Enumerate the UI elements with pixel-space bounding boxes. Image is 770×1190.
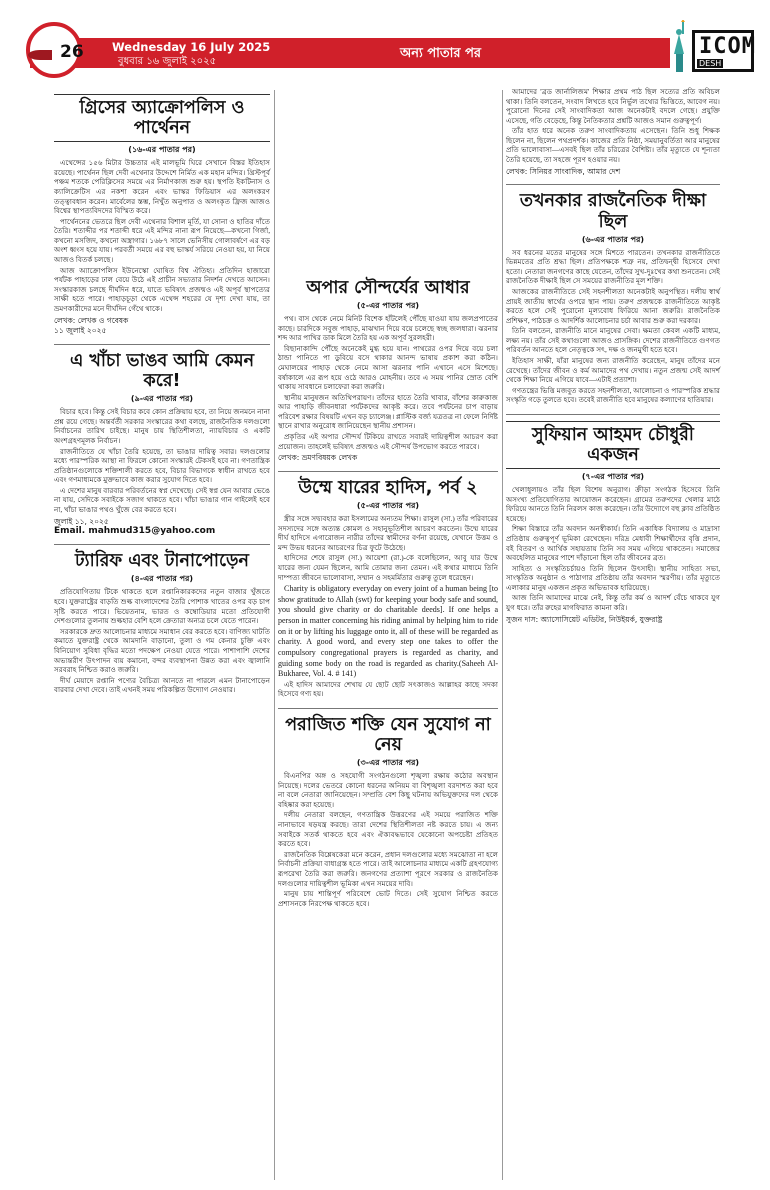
continuation-note: (৯-এর পাতার পর)	[130, 394, 194, 404]
article-title: সুফিয়ান আহমদ চৌধুরী একজন	[506, 421, 720, 469]
paragraph: মানুষ চায় শান্তিপূর্ণ পরিবেশে ভোট দিতে। সেই সুযোগ নিশ্চিত করতে প্রশাসনকে নিরপেক্ষ থাকতে হবে।	[278, 890, 498, 908]
paragraph: গণতন্ত্রের ভিত্তি মজবুত করতে সহনশীলতা, আলোচনা ও পারস্পরিক শ্রদ্ধার সংস্কৃতি গড়ে তুলতে হবে। তবেই রাজনীতি হবে মানুষের কল্যাণের হাতিয়ার।	[506, 386, 720, 405]
column-3	[506, 88, 720, 632]
page-number: 26	[60, 42, 84, 62]
continuation-note: (৬-এর পাতার পর)	[581, 234, 645, 244]
article-divider	[506, 414, 720, 415]
paragraph: সরকারকে দ্রুত আলোচনার মাধ্যমে সমাধান বের করতে হবে। বাণিজ্য ঘাটতি কমাতে যুক্তরাষ্ট্র থেকে আমদানি বাড়ানো, তুলা ও গম কেনার চুক্তি এবং বিনিয়োগ সুবিধা বৃদ্ধির মতো পদক্ষেপ নেওয়া যেতে পারে। পাশাপাশি দেশের অভ্যন্তরীণ উৎপাদন ব্যয় কমানো, বন্দর ব্যবস্থাপনা উন্নত করা এবং জ্বালানি সরবরাহ নিশ্চিত করাও জরুরি।	[54, 627, 270, 675]
article-body	[278, 315, 498, 452]
paragraph: রাজনৈতিক বিশ্লেষকেরা মনে করেন, প্রধান দলগুলোর মধ্যে সমঝোতা না হলে নির্বাচনী প্রক্রিয়া বাধাগ্রস্ত হতে পারে। তাই আলোচনার মাধ্যমে একটি গ্রহণযোগ্য রূপরেখা তৈরি করা জরুরি। জনগণের প্রত্যাশা পূরণে সরকার ও রাজনৈতিক দলগুলোর দায়িত্বশীল ভূমিকা এখন সময়ের দাবি।	[278, 850, 498, 888]
author-line: লেখক: লেখক ও গবেষক	[54, 315, 129, 325]
author-email: Email. mahmud315@yahoo.com	[54, 526, 216, 537]
paragraph: সব ধরনের মতের মানুষের সঙ্গে মিশতে পারতেন। তখনকার রাজনীতিতে ভিন্নমতের প্রতি শ্রদ্ধা ছিল। প্রতিপক্ষকে শত্রু নয়, প্রতিদ্বন্দ্বী হিসেবে দেখা হতো। নেতারা জনগণের কাছে যেতেন, তাঁদের সুখ-দুঃখের কথা শুনতেন। সেই রাজনৈতিক দীক্ষাই ছিল সে সময়ের রাজনীতির মূল শক্তি।	[506, 248, 720, 286]
paragraph: আমাদের 'ব্রড জার্নালিজম' শিক্ষার প্রথম পাঠ ছিল সত্যের প্রতি অবিচল থাকা। তিনি বলতেন, সংবাদ লিখতে হবে নির্ভুল তথ্যের ভিত্তিতে, আবেগ নয়। পুরোনো দিনের সেই সাংবাদিকতা আজ অনেকটাই বদলে গেছে। প্রযুক্তি এসেছে, গতি বেড়েছে, কিন্তু নৈতিকতার প্রশ্নটি আজও সমান গুরুত্বপূর্ণ।	[506, 88, 720, 125]
paragraph: প্রকৃতির এই অপার সৌন্দর্য টিকিয়ে রাখতে সবারই দায়িত্বশীল আচরণ করা প্রয়োজন। তাহলেই ভবিষ্যৎ প্রজন্মও এই সৌন্দর্য উপভোগ করতে পারবে।	[278, 433, 498, 451]
article	[54, 94, 270, 336]
article	[278, 715, 498, 909]
author-line: সুজন দাস: অ্যাসোসিয়েট এডিটর, নিউইয়র্ক, যুক্তরাষ্ট্র	[506, 614, 663, 624]
statue-of-liberty-icon	[668, 20, 690, 72]
paragraph: তিনি বলতেন, রাজনীতি মানে মানুষের সেবা। ক্ষমতা কেবল একটি মাধ্যম, লক্ষ্য নয়। তাঁর সেই কথাগুলো আজও প্রাসঙ্গিক। দেশের রাজনীতিতে গুণগত পরিবর্তন আনতে হলে নেতৃত্বকে সৎ, দক্ষ ও জনমুখী হতে হবে।	[506, 327, 720, 355]
article-title: ট্যারিফ এবং টানাপোড়েন	[75, 551, 249, 572]
continuation-note: (৪-এর পাতার পর)	[130, 574, 194, 584]
article-title: অপার সৌন্দর্যের আধার	[306, 278, 470, 298]
article-body	[54, 588, 270, 695]
paragraph: বিএনপির অঙ্গ ও সহযোগী সংগঠনগুলো শৃঙ্খলা রক্ষায় কঠোর অবস্থান নিয়েছে। দলের ভেতরে কোনো ধরনের অনিয়ম বা বিশৃঙ্খলা বরদাশত করা হবে না বলে নেতারা জানিয়েছেন। সম্প্রতি বেশ কিছু ঘটনায় অভিযুক্তদের দল থেকে বহিষ্কার করা হয়েছে।	[278, 772, 498, 809]
article-title: তখনকার রাজনৈতিক দীক্ষা ছিল	[519, 191, 707, 232]
paragraph: রাজনীতিতে যে খাঁচা তৈরি হয়েছে, তা ভাঙার দায়িত্ব সবার। দলগুলোর মধ্যে পারস্পরিক আস্থা না ফিরলে কোনো সংস্কারই টেকসই হবে না। গণতান্ত্রিক প্রতিষ্ঠানগুলোকে শক্তিশালী করতে হবে, বিচার বিভাগকে স্বাধীন রাখতে হবে এবং গণমাধ্যমকে মুক্তভাবে কাজ করার সুযোগ দিতে হবে।	[54, 447, 270, 485]
paragraph: খেলাধুলায়ও তাঁর ছিল বিশেষ অনুরাগ। ক্রীড়া সংগঠক হিসেবে তিনি অসংখ্য প্রতিযোগিতার আয়োজন করেছেন। গ্রামের তরুণদের খেলার মাঠে ফিরিয়ে আনতে তিনি নিরলস কাজ করেছেন। তাঁর উদ্যোগে বহু ক্লাব প্রতিষ্ঠিত হয়েছে।	[506, 486, 720, 523]
date-english: Wednesday 16 July 2025	[112, 40, 271, 54]
brand-logo	[692, 30, 754, 72]
article	[506, 191, 720, 406]
article-title: পরাজিত শক্তি যেন সুযোগ না নেয়	[285, 714, 491, 756]
article-body	[506, 486, 720, 614]
paragraph: সাহিত্য ও সংস্কৃতিচর্চায়ও তিনি ছিলেন উৎসাহী। স্থানীয় সাহিত্য সভা, সাংস্কৃতিক অনুষ্ঠান ও পাঠাগার প্রতিষ্ঠায় তাঁর অবদান স্মরণীয়। তাঁর মৃত্যুতে এলাকার মানুষ একজন প্রকৃত অভিভাবক হারিয়েছে।	[506, 564, 720, 592]
paragraph: হাদিসের শেষে রাসুল (সা.) আয়েশা (রা.)-কে বলেছিলেন, আবু যার উম্মে যারের জন্য যেমন ছিলেন, আমি তোমার জন্য তেমন। এই কথার মাধ্যমে তিনি দাম্পত্য জীবনে ভালোবাসা, সম্মান ও সহমর্মিতার গুরুত্ব তুলে ধরেছেন।	[278, 554, 498, 582]
article-body	[54, 408, 270, 515]
paragraph: আজকের রাজনীতিতে সেই সহনশীলতা অনেকটাই অনুপস্থিত। দলীয় স্বার্থ প্রায়ই জাতীয় স্বার্থের ওপরে স্থান পায়। তরুণ প্রজন্মকে রাজনীতিতে আকৃষ্ট করতে হলে সেই পুরোনো মূল্যবোধ ফিরিয়ে আনা জরুরি। রাজনৈতিক প্রশিক্ষণ, পাঠচক্র ও আদর্শিক আলোচনার চর্চা আবার শুরু করা দরকার।	[506, 287, 720, 325]
paragraph: ইতিহাস সাক্ষী, যাঁরা মানুষের জন্য রাজনীতি করেছেন, মানুষ তাঁদের মনে রেখেছে। তাঁদের জীবন ও কর্ম আমাদের পথ দেখায়। নতুন প্রজন্ম সেই আদর্শ থেকে শিক্ষা নিয়ে এগিয়ে যাবে—এটাই প্রত্যাশা।	[506, 356, 720, 385]
column-1	[54, 88, 270, 704]
article-divider	[54, 544, 270, 545]
article-divider	[278, 708, 498, 709]
article-divider	[54, 344, 270, 345]
article-body	[54, 159, 270, 314]
english-quote: Charity is obligatory everyday on every joint of a human being [to show gratitude to Allah (swt) for keeping your body safe and sound, you should give charity or do charitable deeds]. If one helps a person in matter concerning his riding animal by helping him to ride on it or by lifting his luggage onto it, all of these will be regarded as charity. A good word, and every step one takes to offer the compulsory congregational prayers is regarded as charity, and guiding some body on the road is regarded as charity.(Saheeh Al-Bukharee, Vol. 4. # 141)	[278, 584, 498, 679]
continuation-note: (৭-এর পাতার পর)	[581, 472, 645, 482]
paragraph: প্রতিযোগিতায় টিকে থাকতে হলে রপ্তানিকারকদের নতুন বাজার খুঁজতে হবে। যুক্তরাষ্ট্রের বাড়তি শুল্ক বাংলাদেশের তৈরি পোশাক খাতের ওপর বড় চাপ সৃষ্টি করতে পারে। ভিয়েতনাম, ভারত ও কম্বোডিয়ার মতো প্রতিযোগী দেশগুলোর তুলনায় শুল্কহার বেশি হলে ক্রেতারা অন্যত্র চলে যেতে পারেন।	[54, 588, 270, 626]
article-divider	[506, 184, 720, 185]
paragraph: এই হাদিস আমাদের শেখায় যে ছোট ছোট সৎকাজও আল্লাহর কাছে সদকা হিসেবে গণ্য হয়।	[278, 680, 498, 699]
paragraph: আজ অ্যাক্রোপলিস ইউনেস্কো ঘোষিত বিশ্ব ঐতিহ্য। প্রতিদিন হাজারো পর্যটক পাহাড়ের ঢাল বেয়ে উঠে এই প্রাচীন সভ্যতার নিদর্শন দেখতে আসেন। সংস্কারকাজ চলছে দীর্ঘদিন ধরে, যাতে ভবিষ্যৎ প্রজন্মও এই অপূর্ব স্থাপত্যের সাক্ষী হতে পারে। পাহাড়চূড়া থেকে এথেন্স শহরের যে দৃশ্য দেখা যায়, তা ভ্রমণকারীদের মনে দীর্ঘদিন গেঁথে থাকে।	[54, 266, 270, 313]
article-title: উম্মে যারের হাদিস, পর্ব ২	[298, 477, 478, 498]
article	[54, 351, 270, 536]
author-line: লেখক: ভ্রমণবিষয়ক লেখক	[278, 453, 358, 463]
paragraph: স্থানীয় মানুষজন অতিথিপরায়ণ। তাঁদের হাতে তৈরি খাবার, বাঁশের কারুকাজ আর পাহাড়ি জীবনধারা পর্যটকদের আকৃষ্ট করে। তবে পর্যটনের চাপ বাড়ায় পরিবেশ রক্ষার বিষয়টি এখন বড় চ্যালেঞ্জ। প্লাস্টিক বর্জ্য যত্রতত্র না ফেলে নির্দিষ্ট স্থানে রাখার অনুরোধ জানিয়েছেন স্থানীয় প্রশাসন।	[278, 393, 498, 431]
badge-swash	[28, 50, 52, 60]
paragraph: স্ত্রীর সঙ্গে সদ্ব্যবহার করা ইসলামের অন্যতম শিক্ষা। রাসুল (সা.) তাঁর পরিবারের সদস্যদের সঙ্গে অত্যন্ত কোমল ও সহানুভূতিশীল আচরণ করতেন। উম্মে যারের দীর্ঘ হাদিসে এগারোজন নারীর তাঁদের স্বামীদের বর্ণনা রয়েছে, যেখানে উত্তম ও মন্দ উভয় ধরনের আচরণের চিত্র ফুটে উঠেছে।	[278, 515, 498, 552]
paragraph: পার্থেননের ভেতরে ছিল দেবী এথেনার বিশাল মূর্তি, যা সোনা ও হাতির দাঁতে তৈরি। শতাব্দীর পর শতাব্দী ধরে এই মন্দির নানা রূপ নিয়েছে—কখনো গির্জা, কখনো মসজিদ, কখনো অস্ত্রাগার। ১৬৮৭ সালে ভেনিসীয় গোলাবর্ষণে এর বড় অংশ ধ্বংস হয়ে যায়। পরবর্তী সময়ে এর বহু ভাস্কর্য সরিয়ে নেওয়া হয়, যা নিয়ে আজও বিতর্ক চলছে।	[54, 217, 270, 265]
paragraph: তাঁর হাত ধরে অনেক তরুণ সাংবাদিকতায় এসেছেন। তিনি শুধু শিক্ষক ছিলেন না, ছিলেন পথপ্রদর্শক। কাজের প্রতি নিষ্ঠা, সময়ানুবর্তিতা আর মানুষের প্রতি ভালোবাসা—এসবই ছিল তাঁর চরিত্রের বৈশিষ্ট্য। তাঁর মৃত্যুতে যে শূন্যতা তৈরি হয়েছে, তা সহজে পূরণ হওয়ার নয়।	[506, 127, 720, 165]
continuation-note: (৫-এর পাতার পর)	[356, 501, 420, 511]
column-divider	[274, 90, 275, 1180]
column-divider	[502, 90, 503, 1180]
column-2	[278, 88, 498, 917]
paragraph: এ দেশের মানুষ বারবার পরিবর্তনের স্বপ্ন দেখেছে। সেই স্বপ্ন যেন আবার ভেঙে না যায়, সেদিকে সবাইকে সজাগ থাকতে হবে। খাঁচা ভাঙার গান গাইলেই হবে না, খাঁচা ভাঙার পথও খুঁজে বের করতে হবে।	[54, 486, 270, 515]
article-title: গ্রিসের অ্যাক্রোপলিস ও পার্থেনন	[54, 94, 270, 142]
article-body	[278, 772, 498, 909]
paragraph: দলীয় নেতারা বলছেন, গণতান্ত্রিক উত্তরণের এই সময়ে পরাজিত শক্তি নানাভাবে ষড়যন্ত্র করছে। তারা দেশের স্থিতিশীলতা নষ্ট করতে চায়। এ জন্য সবাইকে সতর্ক থাকতে হবে এবং ঐক্যবদ্ধভাবে যেকোনো অপচেষ্টা প্রতিহত করতে হবে।	[278, 811, 498, 849]
article	[54, 551, 270, 695]
continuation-note: (৩-এর পাতার পর)	[356, 758, 420, 768]
article	[278, 278, 498, 463]
article	[278, 478, 498, 700]
paragraph: দীর্ঘ মেয়াদে রপ্তানি পণ্যের বৈচিত্র্য আনতে না পারলে এমন টানাপোড়েন বারবার দেখা দেবে। তাই এখনই সময় পরিকল্পিত উদ্যোগ নেওয়ার।	[54, 676, 270, 695]
paragraph: পথ। বাস থেকে নেমে মিনিট বিশেক হাঁটলেই পৌঁছে যাওয়া যায় জলপ্রপাতের কাছে। চারদিকে সবুজ পাহাড়, মাঝখান দিয়ে বয়ে চলেছে স্বচ্ছ জলধারা। ঝরনার শব্দ আর পাখির ডাক মিলে তৈরি হয় এক অপূর্ব সুরলহরী।	[278, 315, 498, 343]
dateline: ১১ জুলাই ২০২৫	[54, 326, 107, 336]
paragraph: বিছানাকান্দি পৌঁছে অনেকেই মুগ্ধ হয়ে যান। পাথরের ওপর দিয়ে বয়ে চলা ঠান্ডা পানিতে পা ডুবিয়ে বসে থাকার আনন্দ ভাষায় প্রকাশ করা কঠিন। মেঘালয়ের পাহাড় থেকে নেমে আসা ঝরনার পানি এখানে এসে মিশেছে। বর্ষাকালে এর রূপ হয়ে ওঠে আরও মোহনীয়। তবে এ সময় পানির স্রোত বেশি থাকায় সাবধানে চলাফেরা করা জরুরি।	[278, 344, 498, 392]
page-header	[0, 0, 770, 86]
section-title: অন্য পাতার পর	[400, 46, 482, 61]
logo-text: ICOM	[699, 34, 756, 59]
article-body	[506, 249, 720, 406]
paragraph: আজ তিনি আমাদের মাঝে নেই, কিন্তু তাঁর কর্ম ও আদর্শ বেঁচে থাকবে যুগ যুগ ধরে। তাঁর রুহের মাগফিরাত কামনা করি।	[506, 594, 720, 613]
logo-subtext: DESH	[699, 59, 722, 68]
article-divider	[278, 471, 498, 472]
dateline: জুলাই ১১, ২০২৫	[54, 516, 109, 526]
article-body	[506, 88, 720, 166]
paragraph: এথেন্সের ১৫৬ মিটার উচ্চতার এই মালভূমি ঘিরে সেখানে বিস্তর ইতিহাস রয়েছে। পার্থেনন ছিল দেবী এথেনার উদ্দেশে নির্মিত এক মহান মন্দির। খ্রিস্টপূর্ব পঞ্চম শতকে পেরিক্লিসের সময়ে এর নির্মাণকাজ শুরু হয়। স্থপতি ইকটিনাস ও ক্যালিক্রেটিস এর নকশা করেন এবং ভাস্কর ফিডিয়াস এর অলংকরণ তত্ত্বাবধান করেন। মার্বেলের স্তম্ভ, নিখুঁত অনুপাত ও অলংকৃত ফ্রিজ আজও বিশ্বের স্থাপত্যবিদদের বিস্মিত করে।	[54, 159, 270, 216]
author-line: লেখক: সিনিয়র সাংবাদিক, আমার দেশ	[506, 166, 621, 176]
article-title: এ খাঁচা ভাঙব আমি কেমন করে!	[69, 351, 255, 392]
article-body	[278, 515, 498, 700]
continuation-note: (৫-এর পাতার পর)	[356, 301, 420, 311]
date-bangla: বুধবার ১৬ জুলাই ২০২৫	[118, 56, 217, 67]
paragraph: বিচার হবে। কিন্তু সেই বিচার কবে কোন প্রক্রিয়ায় হবে, তা নিয়ে জনমনে নানা প্রশ্ন রয়ে গেছে। অন্তর্বর্তী সরকার সংস্কারের কথা বলছে, রাজনৈতিক দলগুলো নির্বাচনের তারিখ চাইছে। মানুষ চায় স্থিতিশীলতা, ন্যায়বিচার ও একটি অংশগ্রহণমূলক নির্বাচন।	[54, 408, 270, 445]
paragraph: শিক্ষা বিস্তারে তাঁর অবদান অনস্বীকার্য। তিনি একাধিক বিদ্যালয় ও মাদ্রাসা প্রতিষ্ঠায় গুরুত্বপূর্ণ ভূমিকা রেখেছেন। দরিদ্র মেধাবী শিক্ষার্থীদের বৃত্তি প্রদান, বই বিতরণ ও আর্থিক সহায়তায় তিনি সব সময় এগিয়ে থাকতেন। সমাজের অবহেলিত মানুষের পাশে দাঁড়ানো ছিল তাঁর জীবনের ব্রত।	[506, 525, 720, 563]
article	[506, 421, 720, 625]
continuation-note: (১৬-এর পাতার পর)	[128, 145, 196, 155]
article	[506, 88, 720, 176]
